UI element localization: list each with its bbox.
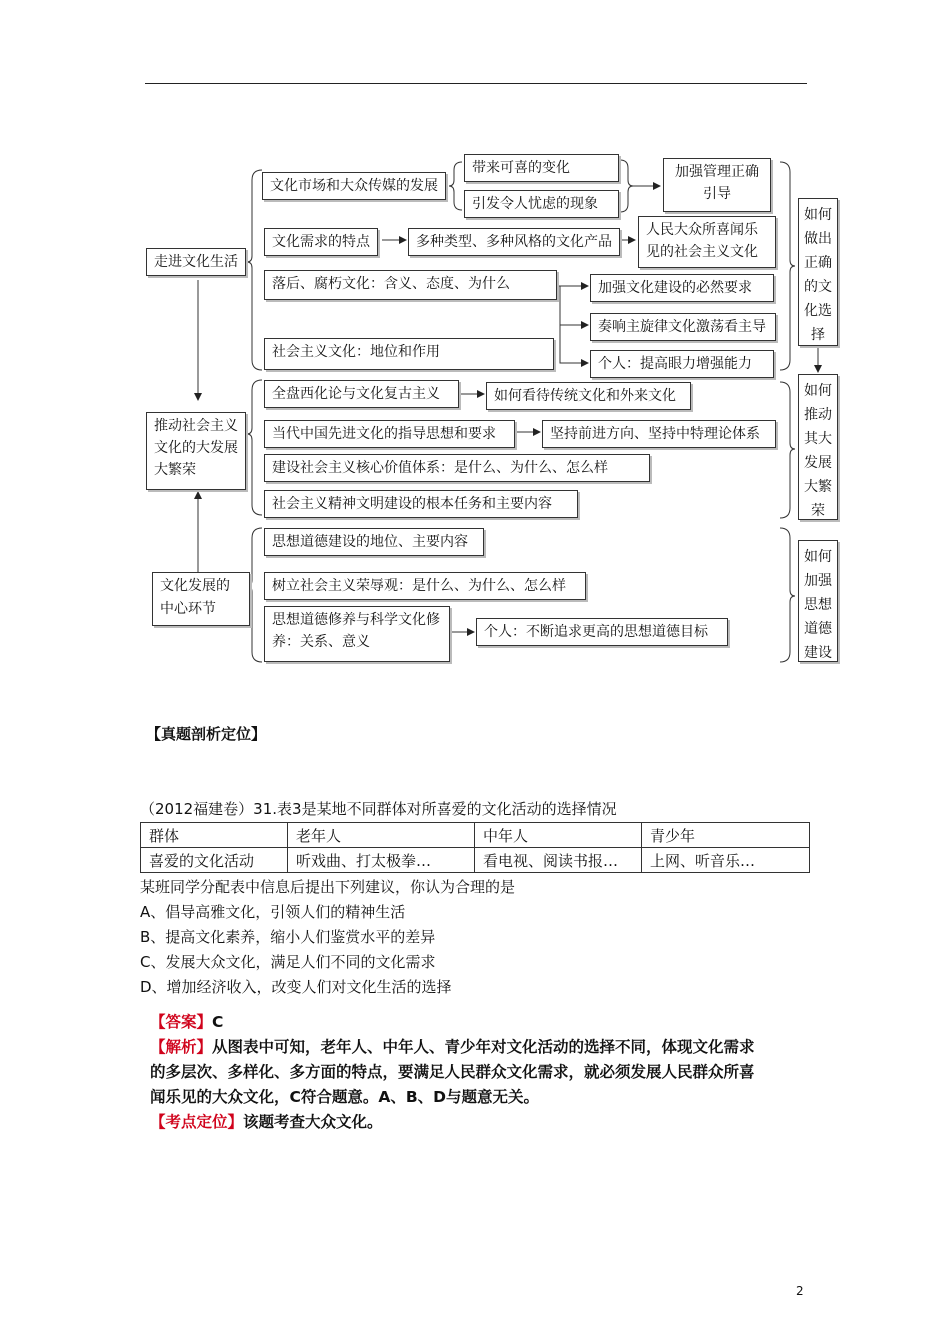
box-walk-into-culture: 走进文化生活 — [146, 248, 246, 276]
table-header-cell: 青少年 — [642, 823, 810, 848]
point-line — [150, 1110, 383, 1135]
box-moral-status: 思想道德建设的地位、主要内容 — [264, 528, 484, 556]
box-promote-culture: 推动社会主义文化的大发展大繁荣 — [146, 412, 246, 490]
table-header-cell: 中年人 — [475, 823, 642, 848]
box-culture-center: 文化发展的中心环节 — [152, 572, 250, 626]
box-core-values: 建设社会主义核心价值体系：是什么、为什么、怎么样 — [264, 454, 650, 482]
box-market-media: 文化市场和大众传媒的发展 — [262, 172, 446, 200]
answer-value: C — [212, 1013, 224, 1031]
question-table — [140, 822, 810, 873]
box-individual-moral-goal: 个人：不断追求更高的思想道德目标 — [476, 618, 728, 646]
analysis-label: 【解析】 — [150, 1038, 213, 1056]
box-various-products: 多种类型、多种风格的文化产品 — [408, 228, 620, 256]
analysis-text-1: 从图表中可知，老年人、中年人、青少年对文化活动的选择不同，体现文化需求 — [212, 1038, 755, 1056]
table-cell: 上网、听音乐… — [642, 848, 810, 873]
box-spiritual-civilization: 社会主义精神文明建设的根本任务和主要内容 — [264, 490, 578, 518]
box-main-melody: 奏响主旋律文化激荡看主导 — [590, 313, 776, 341]
box-honor-disgrace: 树立社会主义荣辱观：是什么、为什么、怎么样 — [264, 572, 586, 600]
table-header-cell: 群体 — [141, 823, 288, 848]
box-demand-features: 文化需求的特点 — [264, 228, 378, 256]
box-liked-socialist-culture: 人民大众所喜闻乐见的社会主义文化 — [638, 216, 776, 268]
table-header-cell: 老年人 — [288, 823, 475, 848]
option-d: D、增加经济收入，改变人们对文化生活的选择 — [140, 978, 452, 996]
section-heading: 【真题剖析定位】 — [146, 725, 267, 743]
box-tradition-foreign: 如何看待传统文化和外来文化 — [486, 382, 691, 410]
analysis-line-3: 闻乐见的大众文化，C符合题意。A、B、D与题意无关。 — [150, 1088, 540, 1106]
question-prompt: 某班同学分配表中信息后提出下列建议，你认为合理的是 — [140, 878, 516, 896]
table-row — [141, 848, 810, 873]
box-bad-phenomena: 引发令人忧虑的现象 — [464, 190, 619, 218]
box-persist-direction: 坚持前进方向、坚持中特理论体系 — [542, 420, 776, 448]
box-necessity: 加强文化建设的必然要求 — [590, 274, 774, 302]
question-stem: （2012福建卷）31.表3是某地不同群体对所喜爱的文化活动的选择情况 — [140, 800, 617, 818]
page-number: 2 — [796, 1284, 804, 1298]
box-advanced-culture: 当代中国先进文化的指导思想和要求 — [264, 420, 515, 448]
table-header-row — [141, 823, 810, 848]
point-text: 该题考查大众文化。 — [243, 1113, 383, 1131]
table-cell: 喜爱的文化活动 — [141, 848, 288, 873]
answer-label: 【答案】 — [150, 1013, 213, 1031]
option-b: B、提高文化素养，缩小人们鉴赏水平的差异 — [140, 928, 436, 946]
box-how-to-choose: 如何做出正确的文化选择 — [798, 198, 838, 346]
box-socialist-culture-role: 社会主义文化：地位和作用 — [264, 338, 554, 370]
box-westernization: 全盘西化论与文化复古主义 — [264, 380, 459, 408]
box-cultivation: 思想道德修养与科学文化修养：关系、意义 — [264, 606, 450, 662]
option-a: A、倡导高雅文化，引领人们的精神生活 — [140, 903, 406, 921]
answer-line — [150, 1010, 223, 1035]
table-cell: 听戏曲、打太极拳… — [288, 848, 475, 873]
box-manage-guide: 加强管理正确引导 — [663, 158, 771, 212]
box-backward-culture: 落后、腐朽文化：含义、态度、为什么 — [264, 270, 557, 300]
analysis-line-1 — [150, 1035, 830, 1060]
box-how-to-promote: 如何推动其大发展大繁荣 — [798, 374, 838, 520]
box-individual-eye: 个人：提高眼力增强能力 — [590, 350, 774, 378]
box-good-changes: 带来可喜的变化 — [464, 154, 619, 182]
option-c: C、发展大众文化，满足人们不同的文化需求 — [140, 953, 436, 971]
table-cell: 看电视、阅读书报… — [475, 848, 642, 873]
box-how-to-strengthen: 如何加强思想道德建设 — [798, 540, 838, 662]
point-label: 【考点定位】 — [150, 1113, 244, 1131]
analysis-line-2: 的多层次、多样化、多方面的特点，要满足人民群众文化需求，就必须发展人民群众所喜 — [150, 1063, 755, 1081]
